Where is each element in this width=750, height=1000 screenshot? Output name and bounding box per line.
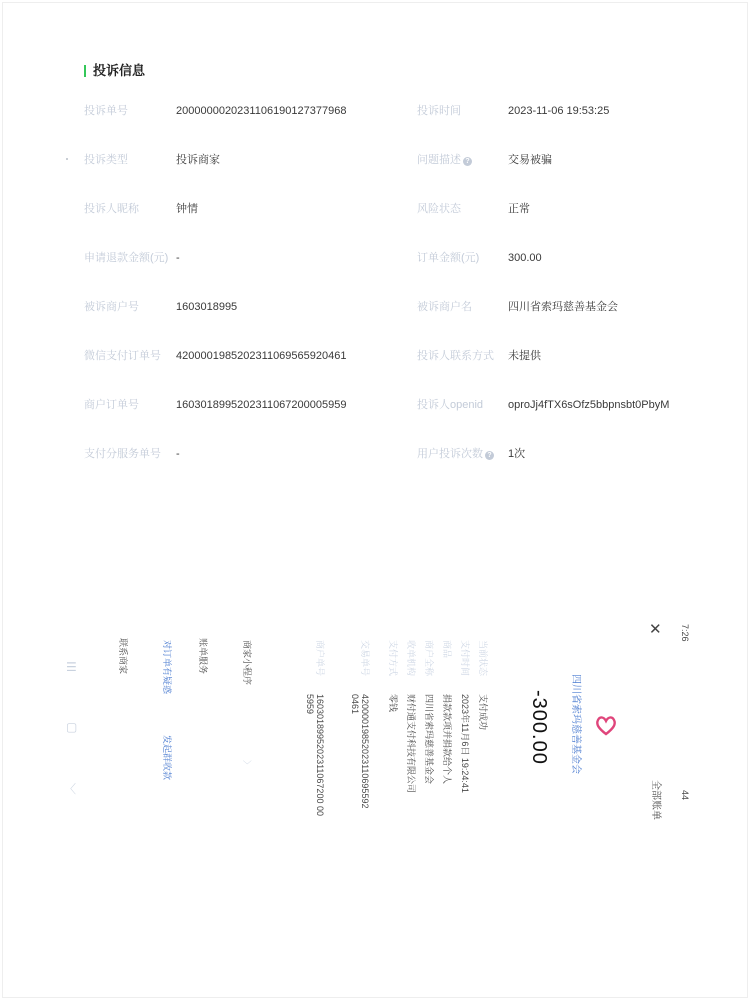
row-value: 零钱 [388, 694, 398, 713]
row-value: 四川省索玛慈善基金会 [424, 694, 434, 785]
section-title [84, 64, 145, 78]
phone-amount: -300.00 [528, 690, 550, 765]
value-complaint-count: 1次 [508, 448, 526, 460]
row-value: 2023年11月6日 19:24:41 [460, 694, 470, 793]
label-problem-desc-text: 问题描述 [417, 154, 461, 166]
action-order-doubt[interactable]: 对订单有疑惑 [162, 640, 172, 695]
label-openid: 投诉人openid [417, 399, 484, 411]
status-battery: 44 [680, 790, 690, 801]
row-value: 1603018995202311067200 00 5959 [305, 694, 325, 816]
value-wechat-order-no: 4200001985202311069565920461 [176, 350, 347, 362]
row-label: 支付时间 [460, 640, 470, 677]
row-label: 支付方式 [388, 640, 398, 677]
status-time: 7:26 [680, 624, 690, 642]
charity-heart-icon [594, 713, 618, 737]
value-merchant-id: 1603018995 [176, 301, 238, 313]
label-payscore-no: 支付分服务单号 [84, 448, 161, 460]
label-merchant-name: 被诉商户名 [417, 301, 472, 313]
label-complainant-nickname: 投诉人昵称 [84, 203, 139, 215]
row-value: 捐款款项并捐款给个人 [442, 694, 452, 785]
link-contact-merchant[interactable]: 联系商家 [118, 638, 128, 675]
label-problem-desc [417, 153, 472, 167]
label-merchant-id: 被诉商户号 [84, 301, 139, 313]
value-refund-amount: - [176, 252, 180, 264]
value-contact: 未提供 [508, 350, 541, 362]
label-merchant-order-no: 商户订单号 [84, 399, 139, 411]
label-complaint-count [417, 447, 494, 461]
scan-dot [66, 158, 68, 160]
title-accent-bar [84, 65, 86, 77]
value-payscore-no: - [176, 448, 180, 460]
back-icon[interactable]: 〈 [64, 782, 77, 796]
label-complaint-count-text: 用户投诉次数 [417, 448, 483, 460]
link-bill-service[interactable]: 账单服务 [198, 638, 208, 675]
home-icon[interactable]: ▢ [66, 720, 78, 734]
link-merchant-miniprogram[interactable]: 商家小程序 [242, 640, 252, 686]
row-value: 42000019852023110695592 0461 [350, 694, 370, 809]
label-complaint-type: 投诉类型 [84, 154, 128, 166]
chevron-right-icon: 〉 [242, 760, 252, 770]
row-label: 商户单号 [315, 640, 325, 677]
value-merchant-name: 四川省索玛慈善基金会 [508, 301, 618, 313]
value-complaint-type: 投诉商家 [176, 154, 220, 166]
label-contact: 投诉人联系方式 [417, 350, 494, 362]
menu-icon[interactable]: ☰ [66, 660, 77, 674]
label-risk-status: 风险状态 [417, 203, 461, 215]
row-label: 收单机构 [406, 640, 416, 677]
label-order-amount: 订单金额(元) [417, 252, 480, 264]
help-icon[interactable]: ? [485, 451, 494, 460]
page-border [2, 2, 748, 998]
row-label: 商品 [442, 640, 452, 659]
value-order-amount: 300.00 [508, 252, 542, 264]
label-wechat-order-no: 微信支付订单号 [84, 350, 161, 362]
row-value: 财付通支付科技有限公司 [406, 694, 416, 794]
section-title-text: 投诉信息 [93, 63, 146, 78]
value-merchant-order-no: 1603018995202311067200005959 [176, 399, 347, 411]
value-openid: oproJj4fTX6sOfz5bbpnsbt0PbyM [508, 399, 670, 411]
phone-merchant-name: 四川省索玛慈善基金会 [570, 674, 581, 774]
row-label: 当前状态 [478, 640, 488, 677]
label-refund-amount: 申请退款金额(元) [84, 252, 169, 264]
row-label: 商户全称 [424, 640, 434, 677]
value-risk-status: 正常 [508, 203, 530, 215]
row-value: 支付成功 [478, 694, 488, 731]
row-label: 交易单号 [360, 640, 370, 677]
help-icon[interactable]: ? [463, 157, 472, 166]
action-group-collect[interactable]: 发起群收款 [162, 735, 172, 781]
close-icon[interactable]: ✕ [649, 621, 662, 638]
value-complainant-nickname: 钟情 [176, 203, 198, 215]
value-complaint-no: 200000002023110619012737796​8 [176, 105, 347, 117]
all-bills-link[interactable]: 全部账单 [650, 780, 661, 820]
value-complaint-time: 2023-11-06 19:53:25 [508, 105, 610, 117]
value-problem-desc: 交易被骗 [508, 154, 552, 166]
label-complaint-time: 投诉时间 [417, 105, 461, 117]
label-complaint-no: 投诉单号 [84, 105, 128, 117]
